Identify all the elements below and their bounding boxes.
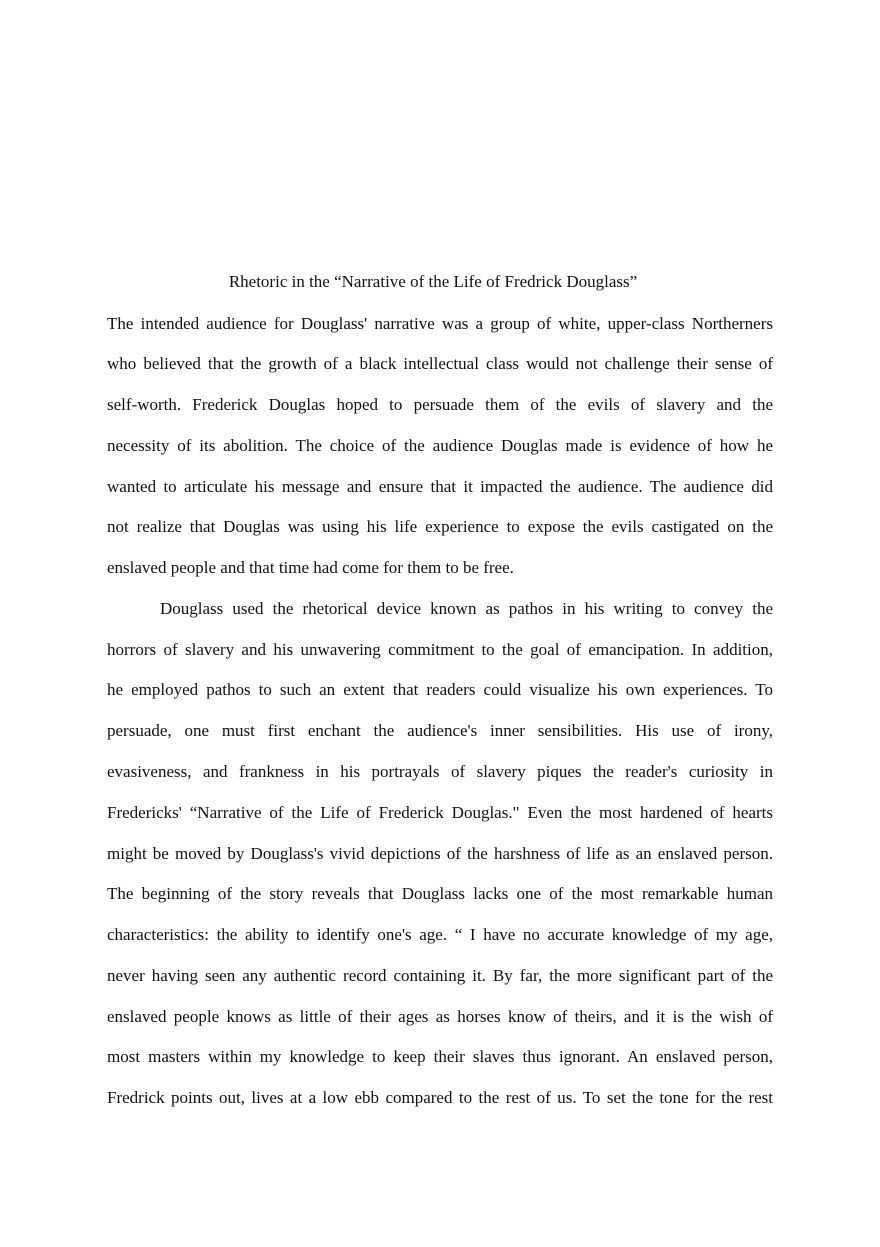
paragraph-1-line: enslaved people and that time had come for them to be free. bbox=[107, 558, 514, 577]
paragraph-1-line: wanted to articulate his message and ensure that it impacted the audience. The audience did bbox=[107, 477, 773, 496]
paragraph-2-line: persuade, one must first enchant the audience's inner sensibilities. His use of irony, bbox=[107, 721, 773, 740]
paragraph-2-line: The beginning of the story reveals that Douglass lacks one of the most remarkable human bbox=[107, 884, 773, 903]
paragraph-2-line: most masters within my knowledge to keep their slaves thus ignorant. An enslaved person, bbox=[107, 1047, 773, 1066]
paragraph-1-line: necessity of its abolition. The choice of the audience Douglas made is evidence of how he bbox=[107, 436, 773, 455]
paragraph-1-line: not realize that Douglas was using his life experience to expose the evils castigated on the bbox=[107, 517, 773, 536]
paragraph-2-line: evasiveness, and frankness in his portrayals of slavery piques the reader's curiosity in bbox=[107, 762, 773, 781]
paragraph-2-line: might be moved by Douglass's vivid depictions of the harshness of life as an enslaved person. bbox=[107, 844, 773, 863]
paragraph-2-line: never having seen any authentic record containing it. By far, the more significant part of the bbox=[107, 966, 773, 985]
paragraph-2-line: he employed pathos to such an extent that readers could visualize his own experiences. To bbox=[107, 680, 773, 699]
paragraph-1-line: The intended audience for Douglass' narrative was a group of white, upper-class Northerners bbox=[107, 314, 773, 333]
paragraph-2-line: Fredericks' “Narrative of the Life of Frederick Douglas." Even the most hardened of hearts bbox=[107, 803, 773, 822]
paragraph-2-line: characteristics: the ability to identify one's age. “ I have no accurate knowledge of my age, bbox=[107, 925, 773, 944]
paragraph-2-line: horrors of slavery and his unwavering commitment to the goal of emancipation. In addition, bbox=[107, 640, 773, 659]
paragraph-2-line: enslaved people knows as little of their ages as horses know of theirs, and it is the wish of bbox=[107, 1007, 773, 1026]
paragraph-2-line: Douglass used the rhetorical device known as pathos in his writing to convey the bbox=[160, 599, 773, 618]
document-title: Rhetoric in the “Narrative of the Life of Fredrick Douglass” bbox=[228, 272, 638, 291]
paragraph-1-line: self-worth. Frederick Douglas hoped to persuade them of the evils of slavery and the bbox=[107, 395, 773, 414]
paragraph-2-line: Fredrick points out, lives at a low ebb compared to the rest of us. To set the tone for the rest bbox=[107, 1088, 773, 1107]
paragraph-1-line: who believed that the growth of a black intellectual class would not challenge their sense of bbox=[107, 354, 773, 373]
